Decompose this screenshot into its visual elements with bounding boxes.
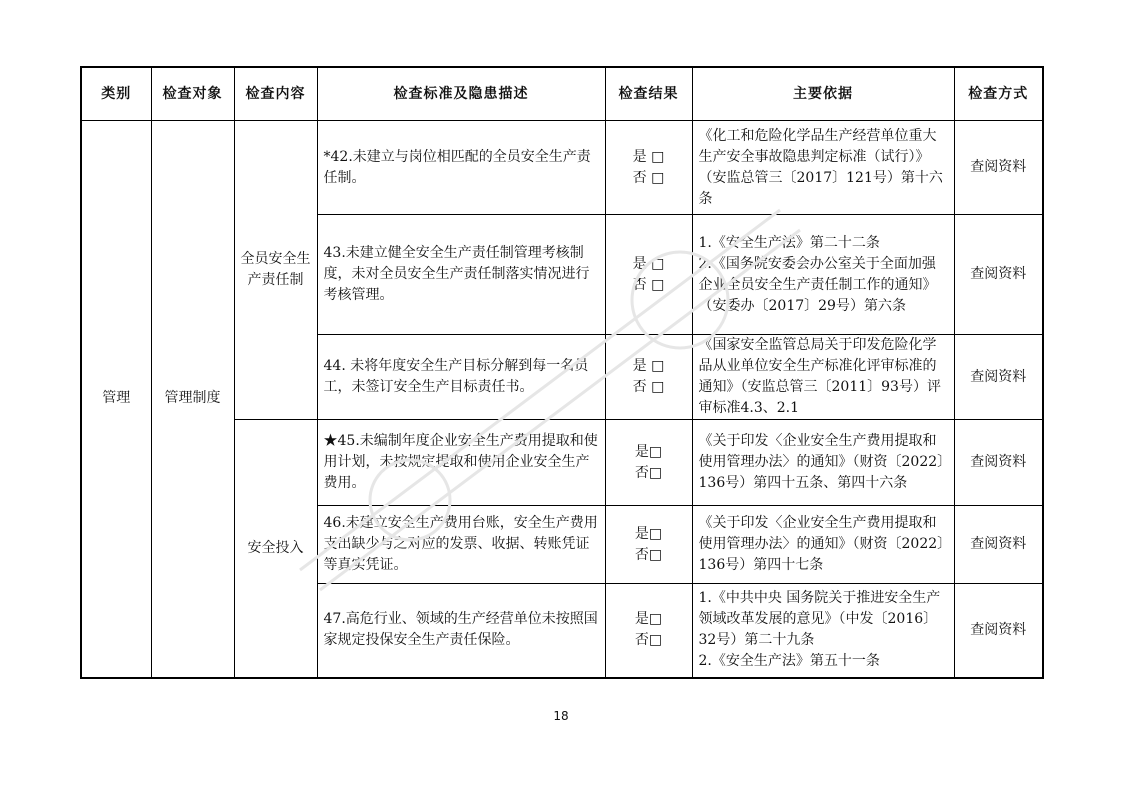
object-cell: 管理制度: [151, 121, 234, 678]
basis-cell: 1.《安全生产法》第二十二条 2.《国务院安委会办公室关于全面加强企业全员安全生产责任制工作的通知》（安委办〔2017〕29号）第六条: [692, 215, 954, 335]
standard-cell: *42.未建立与岗位相匹配的全员安全生产责任制。: [317, 121, 605, 215]
header-standard: 检查标准及隐患描述: [317, 67, 605, 121]
result-cell: [605, 121, 692, 215]
basis-cell: 《国家安全监管总局关于印发危险化学品从业单位安全生产标准化评审标准的通知》（安监总管三〔2011〕93号）评审标准4.3、2.1: [692, 335, 954, 420]
result-cell: [605, 584, 692, 678]
header-object: 检查对象: [151, 67, 234, 121]
standard-cell: 43.未建立健全安全生产责任制管理考核制度，未对全员安全生产责任制落实情况进行考核管理。: [317, 215, 605, 335]
result-yes-checkbox[interactable]: 是□: [634, 443, 663, 460]
header-basis: 主要依据: [692, 67, 954, 121]
result-yes-checkbox[interactable]: 是□: [634, 611, 663, 628]
method-cell: 查阅资料: [954, 420, 1043, 506]
method-cell: 查阅资料: [954, 215, 1043, 335]
basis-cell: 《关于印发〈企业安全生产费用提取和使用管理办法〉的通知》（财资〔2022〕136号）第四十七条: [692, 506, 954, 584]
basis-cell: 《化工和危险化学品生产经营单位重大生产安全事故隐患判定标准（试行）》（安监总管三〔2017〕121号）第十六条: [692, 121, 954, 215]
page-number: 18: [553, 709, 569, 723]
standard-cell: ★45.未编制年度企业安全生产费用提取和使用计划，未按规定提取和使用企业安全生产费用。: [317, 420, 605, 506]
result-no-checkbox[interactable]: 否□: [634, 632, 663, 649]
result-no-checkbox[interactable]: 否□: [634, 464, 663, 481]
result-yes-checkbox[interactable]: 是 □: [632, 255, 665, 272]
method-cell: 查阅资料: [954, 335, 1043, 420]
standard-cell: 46.未建立安全生产费用台账，安全生产费用支出缺少与之对应的发票、收据、转账凭证等真实凭证。: [317, 506, 605, 584]
standard-cell: 47.高危行业、领域的生产经营单位未按照国家规定投保安全生产责任保险。: [317, 584, 605, 678]
result-cell: [605, 506, 692, 584]
result-yes-checkbox[interactable]: 是 □: [632, 358, 665, 374]
method-cell: 查阅资料: [954, 121, 1043, 215]
category-cell: 管理: [81, 121, 151, 678]
basis-cell: 1.《中共中央 国务院关于推进安全生产领域改革发展的意见》（中发〔2016〕32号）第二十九条 2.《安全生产法》第五十一条: [692, 584, 954, 678]
inspection-table: [80, 66, 1044, 679]
method-cell: 查阅资料: [954, 584, 1043, 678]
result-yes-checkbox[interactable]: 是 □: [632, 148, 665, 165]
header-category: 类别: [81, 67, 151, 121]
standard-cell: 44. 未将年度安全生产目标分解到每一名员工，未签订安全生产目标责任书。: [317, 335, 605, 420]
group-cell-responsibility: 全员安全生产责任制: [234, 121, 317, 420]
result-no-checkbox[interactable]: 否 □: [632, 379, 665, 395]
basis-cell: 《关于印发〈企业安全生产费用提取和使用管理办法〉的通知》（财资〔2022〕136号）第四十五条、第四十六条: [692, 420, 954, 506]
header-content: 检查内容: [234, 67, 317, 121]
result-no-checkbox[interactable]: 否□: [634, 546, 663, 563]
method-cell: 查阅资料: [954, 506, 1043, 584]
result-no-checkbox[interactable]: 否 □: [632, 276, 665, 293]
table-row: [81, 121, 1043, 215]
header-row: [81, 67, 1043, 121]
header-result: 检查结果: [605, 67, 692, 121]
header-method: 检查方式: [954, 67, 1043, 121]
result-cell: [605, 335, 692, 420]
result-no-checkbox[interactable]: 否 □: [632, 169, 665, 186]
result-cell: [605, 215, 692, 335]
result-yes-checkbox[interactable]: 是□: [634, 525, 663, 542]
group-cell-investment: 安全投入: [234, 420, 317, 678]
result-cell: [605, 420, 692, 506]
